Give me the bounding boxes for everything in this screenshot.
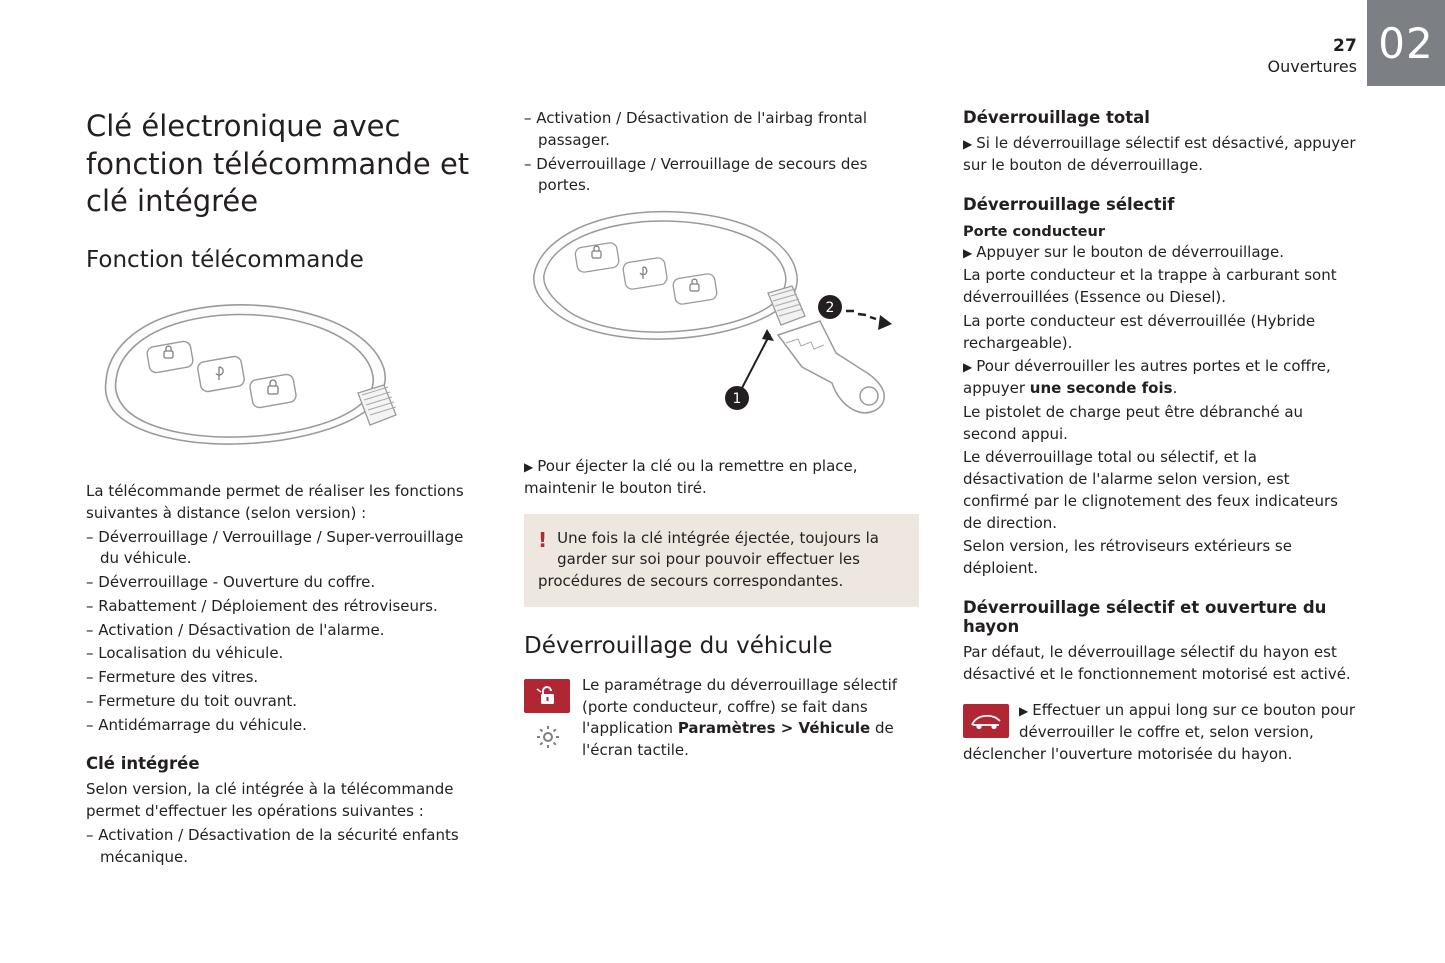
cle-integree-text: Selon version, la clé intégrée à la télécommande permet d'effectuer les opérations suivantes : — [86, 780, 454, 821]
cle-integree-list — [86, 825, 480, 869]
page-title: Clé électronique avec fonction télécommande et clé intégrée — [86, 109, 470, 219]
list-item: – Fermeture du toit ouvrant. — [86, 691, 298, 710]
eject-instruction-text: Pour éjecter la clé ou la remettre en place, maintenir le bouton tiré. — [524, 457, 858, 497]
list-item: – Activation / Désactivation de l'alarme. — [86, 620, 385, 639]
list-item: – Déverrouillage - Ouverture du coffre. — [86, 573, 376, 592]
gear-icon-svg — [533, 722, 563, 752]
section-title-deverrouillage: Déverrouillage du véhicule — [524, 632, 833, 659]
settings-text-before: Le paramétrage du déverrouillage sélectif (porte conducteur, coffre) se fait dans l'application — [582, 675, 898, 738]
settings-text-after: de l'écran tactile. — [582, 719, 894, 759]
arrow-bullet-icon: ▶ — [963, 245, 973, 260]
column-three — [963, 108, 1358, 870]
total-text: Si le déverrouillage sélectif est désactivé, appuyer sur le bouton de déverrouillage. — [963, 134, 1356, 174]
telecommande-intro: La télécommande permet de réaliser les fonctions suivantes à distance (selon version) : — [86, 482, 464, 522]
callout-2 — [818, 295, 892, 330]
list-item: – Déverrouillage / Verrouillage de secours des portes. — [524, 154, 868, 195]
heading-hayon: Déverrouillage sélectif et ouverture du hayon — [963, 597, 1327, 636]
deverrouillage-total-text — [963, 133, 1358, 177]
trunk-open-icon — [963, 704, 1009, 738]
list-item: – Déverrouillage / Verrouillage / Super-verrouillage du véhicule. — [86, 527, 464, 568]
selectif-p2: La porte conducteur et la trappe à carburant sont déverrouillées (Essence ou Diesel). — [963, 266, 1337, 306]
trunk-open-icon-svg — [969, 711, 1003, 731]
list-item: – Rabattement / Déploiement des rétroviseurs. — [86, 596, 438, 615]
settings-icon-stack — [524, 679, 572, 755]
arrow-bullet-icon: ▶ — [1019, 704, 1029, 719]
unlock-icon-svg — [534, 685, 560, 707]
selectif-p3: La porte conducteur est déverrouillée (Hybride rechargeable). — [963, 311, 1316, 352]
key-fob-illustration — [86, 289, 480, 463]
list-item: – Antidémarrage du véhicule. — [86, 715, 307, 734]
subtitle-fonction-telecommande: Fonction télécommande — [86, 247, 364, 274]
hayon-instruction — [963, 700, 1358, 765]
header-text-block — [1268, 0, 1367, 77]
section-name: Ouvertures — [1267, 57, 1357, 77]
settings-text — [524, 675, 919, 762]
selectif-step-2-bold: une seconde fois — [1029, 379, 1173, 397]
list-item: – Fermeture des vitres. — [86, 668, 259, 687]
chapter-number: 02 — [1378, 18, 1434, 68]
svg-text:1: 1 — [732, 391, 742, 407]
selectif-step-1-text: Appuyer sur le bouton de déverrouillage. — [976, 242, 1285, 261]
selectif-step-1 — [963, 242, 1358, 264]
heading-porte-conducteur: Porte conducteur — [963, 223, 1105, 240]
hayon-block — [963, 700, 1358, 780]
column-two — [524, 108, 919, 870]
column-one — [86, 108, 480, 870]
settings-path: Paramètres > Véhicule — [677, 719, 871, 738]
key-blade-svg — [524, 203, 919, 438]
selectif-step-2-before: Pour déverrouiller les autres portes et le coffre, appuyer — [963, 357, 1331, 397]
warning-text: Une fois la clé intégrée éjectée, toujours la garder sur soi pour pouvoir effectuer les procédures de secours correspondantes. — [538, 528, 879, 590]
selectif-step-2-after: . — [1172, 379, 1178, 397]
warning-icon: ! — [538, 527, 548, 552]
selectif-p6: Le déverrouillage total ou sélectif, et la désactivation de l'alarme selon version, est confirmé par le clignotement des feux indicateurs de direction. — [963, 448, 1338, 532]
selectif-p7: Selon version, les rétroviseurs extérieurs se déploient. — [963, 537, 1292, 577]
gear-icon — [524, 719, 572, 755]
cle-integree-list-continued — [524, 108, 919, 197]
heading-deverrouillage-selectif: Déverrouillage sélectif — [963, 194, 1175, 214]
arrow-bullet-icon: ▶ — [524, 460, 534, 474]
eject-instruction — [524, 456, 919, 500]
svg-text:2: 2 — [825, 300, 835, 316]
warning-box — [524, 514, 919, 607]
key-fob-svg — [86, 289, 426, 459]
list-item: – Activation / Désactivation de l'airbag frontal passager. — [524, 109, 867, 149]
hayon-instruction-text: Effectuer un appui long sur ce bouton pour déverrouiller le coffre et, selon version, déclencher l'ouverture motorisée du hayon. — [963, 701, 1356, 763]
key-blade-illustration — [524, 203, 919, 442]
page-columns — [86, 108, 1358, 870]
callout-1 — [725, 329, 774, 410]
unlock-icon — [524, 679, 570, 713]
chapter-tab — [1367, 0, 1445, 86]
heading-cle-integree: Clé intégrée — [86, 754, 200, 774]
selectif-p5: Le pistolet de charge peut être débranché au second appui. — [963, 402, 1304, 443]
telecommande-function-list — [86, 527, 480, 737]
list-item: – Localisation du véhicule. — [86, 644, 284, 663]
arrow-bullet-icon: ▶ — [963, 137, 973, 151]
page-number: 27 — [1332, 36, 1357, 56]
list-item: – Activation / Désactivation de la sécurité enfants mécanique. — [86, 825, 459, 866]
arrow-bullet-icon: ▶ — [963, 360, 973, 375]
selectif-step-2 — [963, 356, 1358, 400]
settings-block — [524, 675, 919, 777]
heading-deverrouillage-total: Déverrouillage total — [963, 108, 1150, 127]
page-header — [1268, 0, 1445, 86]
hayon-p1: Par défaut, le déverrouillage sélectif du hayon est désactivé et le fonctionnement motorisé est activé. — [963, 642, 1351, 683]
